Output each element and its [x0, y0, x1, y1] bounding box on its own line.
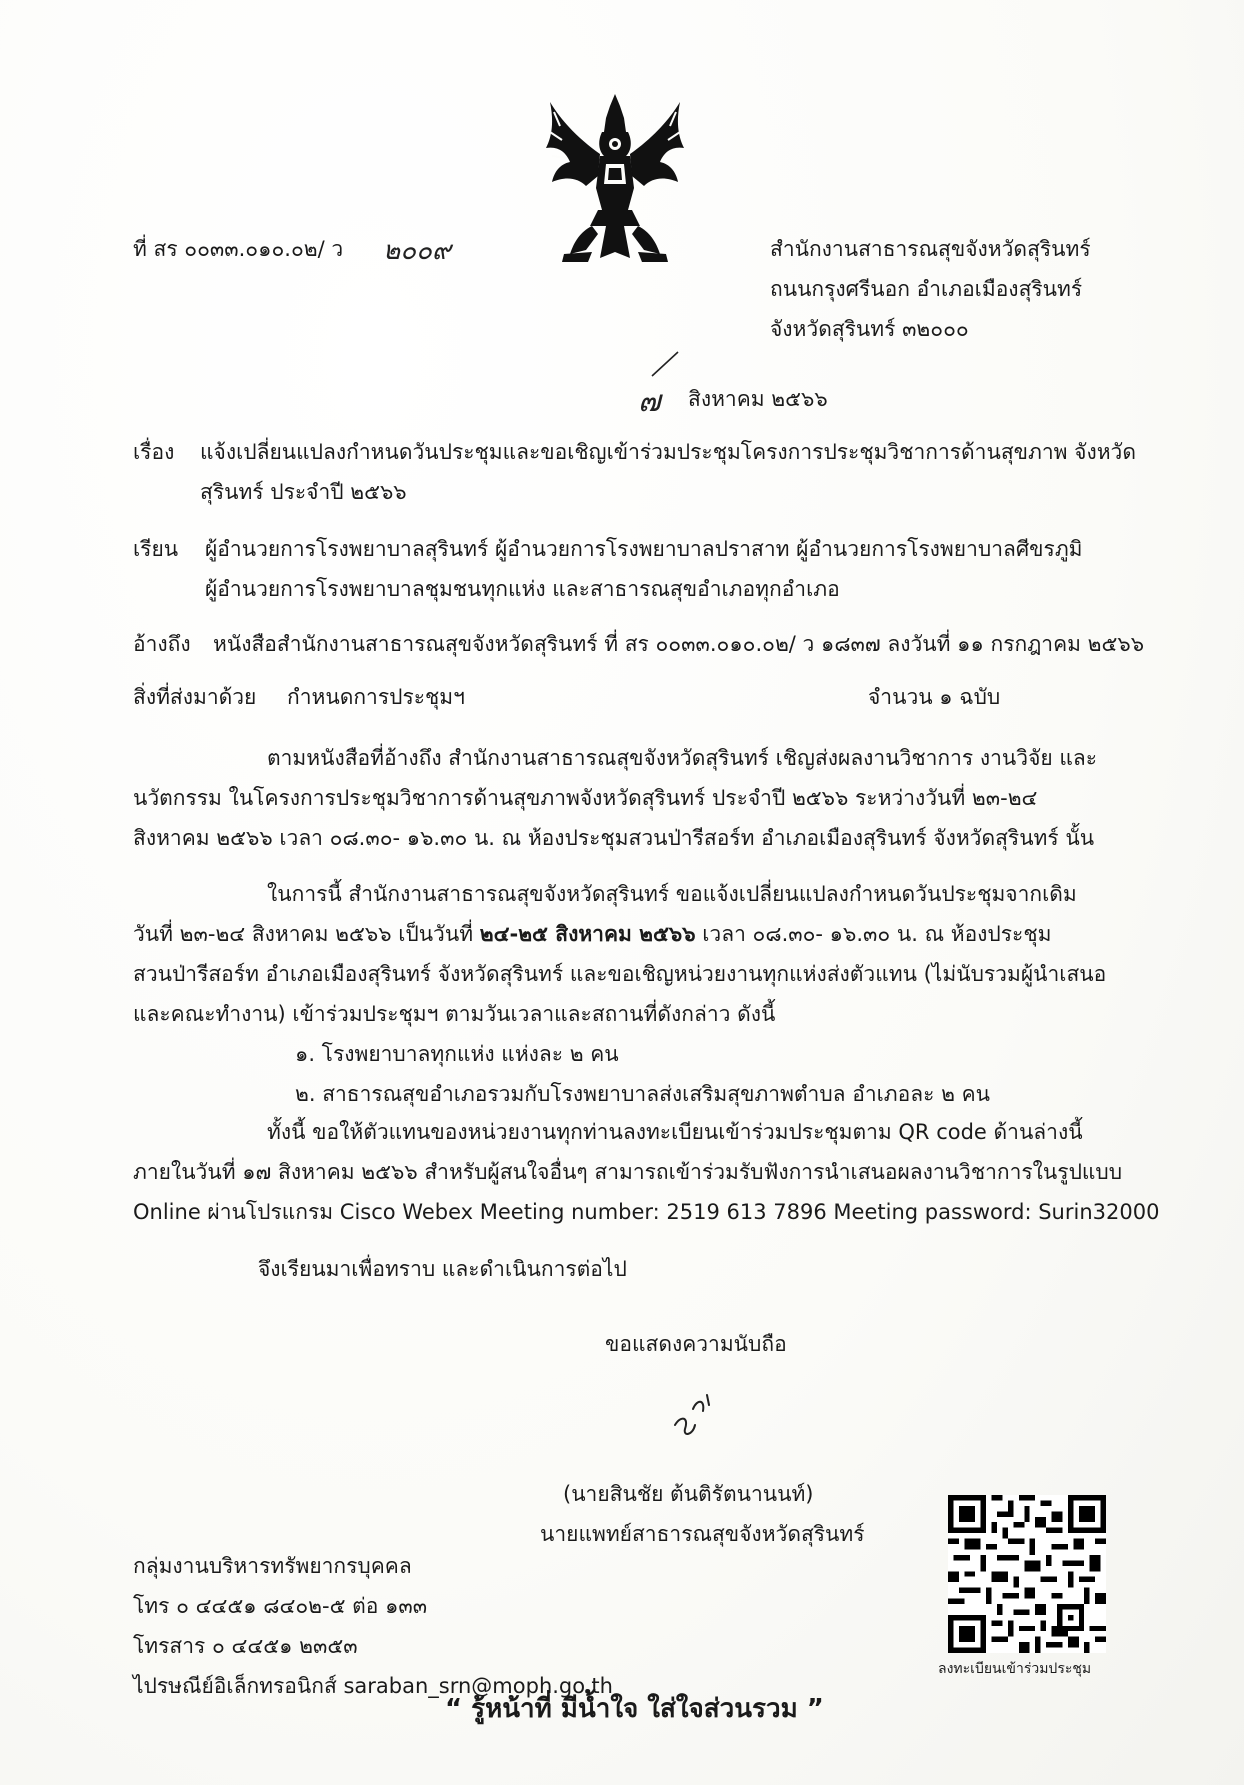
- enclosure-count: จำนวน ๑ ฉบับ: [868, 685, 1001, 709]
- paragraph-3-line-3: Online ผ่านโปรแกรม Cisco Webex Meeting number: 2519 613 7896 Meeting password: Surin32000: [133, 1200, 1160, 1224]
- signer-title: นายแพทย์สาธารณสุขจังหวัดสุรินทร์: [540, 1522, 865, 1546]
- paragraph-1-line-2: นวัตกรรม ในโครงการประชุมวิชาการด้านสุขภาพจังหวัดสุรินทร์ ประจำปี ๒๕๖๖ ระหว่างวันที่ ๒๓-๒๔: [133, 786, 1038, 810]
- date-day-handwritten: ๗: [638, 384, 661, 419]
- regards: ขอแสดงความนับถือ: [605, 1332, 787, 1356]
- sender-address-line1: สำนักงานสาธารณสุขจังหวัดสุรินทร์: [770, 237, 1091, 261]
- sender-address-line2: ถนนกรุงศรีนอก อำเภอเมืองสุรินทร์: [770, 277, 1083, 301]
- sender-address-line3: จังหวัดสุรินทร์ ๓๒๐๐๐: [770, 317, 969, 341]
- paragraph-3-line-1: ทั้งนี้ ขอให้ตัวแทนของหน่วยงานทุกท่านลงทะเบียนเข้าร่วมประชุมตาม QR code ด้านล่างนี้: [267, 1120, 1083, 1144]
- garuda-emblem-icon: [540, 92, 690, 264]
- paragraph-3-line-2: ภายในวันที่ ๑๗ สิงหาคม ๒๕๖๖ สำหรับผู้สนใจอื่นๆ สามารถเข้าร่วมรับฟังการนำเสนอผลงานวิชาการในรูปแบบ: [133, 1160, 1123, 1184]
- paragraph-1-line-3: สิงหาคม ๒๕๖๖ เวลา ๐๘.๓๐- ๑๖.๓๐ น. ณ ห้องประชุมสวนป่ารีสอร์ท อำเภอเมืองสุรินทร์ จังหวัดสุรินทร์ นั้น: [133, 826, 1095, 850]
- reference-text: หนังสือสำนักงานสาธารณสุขจังหวัดสุรินทร์ ที่ สร ๐๐๓๓.๐๑๐.๐๒/ ว ๑๘๓๗ ลงวันที่ ๑๑ กรกฎาคม ๒๕๖๖: [213, 632, 1145, 656]
- signature-mark: [663, 1385, 723, 1445]
- letter-date: สิงหาคม ๒๕๖๖: [688, 387, 828, 411]
- subject-label: เรื่อง: [133, 440, 175, 464]
- paragraph-2-line-4: และคณะทำงาน) เข้าร่วมประชุมฯ ตามวันเวลาและสถานที่ดังกล่าว ดังนี้: [133, 1002, 776, 1026]
- paragraph-2-line-1: ในการนี้ สำนักงานสาธารณสุขจังหวัดสุรินทร์ ขอแจ้งเปลี่ยนแปลงกำหนดวันประชุมจากเดิม: [267, 882, 1077, 906]
- paragraph-2-line-2-start: วันที่ ๒๓-๒๔ สิงหาคม ๒๕๖๖ เป็นวันที่: [133, 922, 474, 946]
- reference-number-handwritten: ๒๐๐๙: [383, 236, 451, 266]
- enclosure-label: สิ่งที่ส่งมาด้วย: [133, 685, 257, 709]
- footer-email[interactable]: ไปรษณีย์อิเล็กทรอนิกส์ saraban_srn@moph.go.th: [133, 1674, 613, 1698]
- reference-label: อ้างถึง: [133, 632, 191, 656]
- subject-line-1: แจ้งเปลี่ยนแปลงกำหนดวันประชุมและขอเชิญเข้าร่วมประชุมโครงการประชุมวิชาการด้านสุขภาพ จังหวัด: [200, 440, 1136, 464]
- date-check-mark: [650, 350, 680, 380]
- closing-sentence: จึงเรียนมาเพื่อทราบ และดำเนินการต่อไป: [258, 1257, 627, 1281]
- paragraph-2-line-2: [133, 920, 1051, 948]
- recipient-line-1: ผู้อำนวยการโรงพยาบาลสุรินทร์ ผู้อำนวยการโรงพยาบาลปราสาท ผู้อำนวยการโรงพยาบาลศีขรภูมิ: [205, 537, 1083, 561]
- recipient-label: เรียน: [133, 537, 179, 561]
- footer-phone: โทร ๐ ๔๔๕๑ ๘๔๐๒-๕ ต่อ ๑๓๓: [133, 1594, 428, 1618]
- attendee-item-2: ๒. สาธารณสุขอำเภอรวมกับโรงพยาบาลส่งเสริมสุขภาพตำบล อำเภอละ ๒ คน: [295, 1082, 991, 1106]
- new-meeting-dates: ๒๔-๒๕ สิงหาคม ๒๕๖๖: [479, 922, 696, 946]
- attendee-item-1: ๑. โรงพยาบาลทุกแห่ง แห่งละ ๒ คน: [295, 1042, 619, 1066]
- qr-caption: ลงทะเบียนเข้าร่วมประชุม: [938, 1661, 1092, 1677]
- signer-name: (นายสินชัย ต้นติรัตนานนท์): [563, 1482, 814, 1506]
- reference-number: ที่ สร ๐๐๓๓.๐๑๐.๐๒/ ว: [133, 237, 344, 261]
- subject-line-2: สุรินทร์ ประจำปี ๒๕๖๖: [200, 480, 407, 504]
- recipient-line-2: ผู้อำนวยการโรงพยาบาลชุมชนทุกแห่ง และสาธารณสุขอำเภอทุกอำเภอ: [205, 577, 840, 601]
- paragraph-2-line-2-end: เวลา ๐๘.๓๐- ๑๖.๓๐ น. ณ ห้องประชุม: [702, 922, 1052, 946]
- enclosure-text: กำหนดการประชุมฯ: [287, 685, 465, 709]
- footer-fax: โทรสาร ๐ ๔๔๕๑ ๒๓๕๓: [133, 1634, 358, 1658]
- paragraph-1-line-1: ตามหนังสือที่อ้างถึง สำนักงานสาธารณสุขจังหวัดสุรินทร์ เชิญส่งผลงานวิชาการ งานวิจัย และ: [267, 746, 1098, 770]
- paragraph-2-line-3: สวนป่ารีสอร์ท อำเภอเมืองสุรินทร์ จังหวัดสุรินทร์ และขอเชิญหน่วยงานทุกแห่งส่งตัวแทน (ไม่นับรวมผู้นำเสนอ: [133, 962, 1107, 986]
- footer-department: กลุ่มงานบริหารทรัพยากรบุคคล: [133, 1554, 412, 1578]
- qr-code-icon[interactable]: [948, 1495, 1106, 1653]
- slogan: “ รู้หน้าที่ มีน้ำใจ ใส่ใจส่วนรวม ”: [445, 1694, 824, 1724]
